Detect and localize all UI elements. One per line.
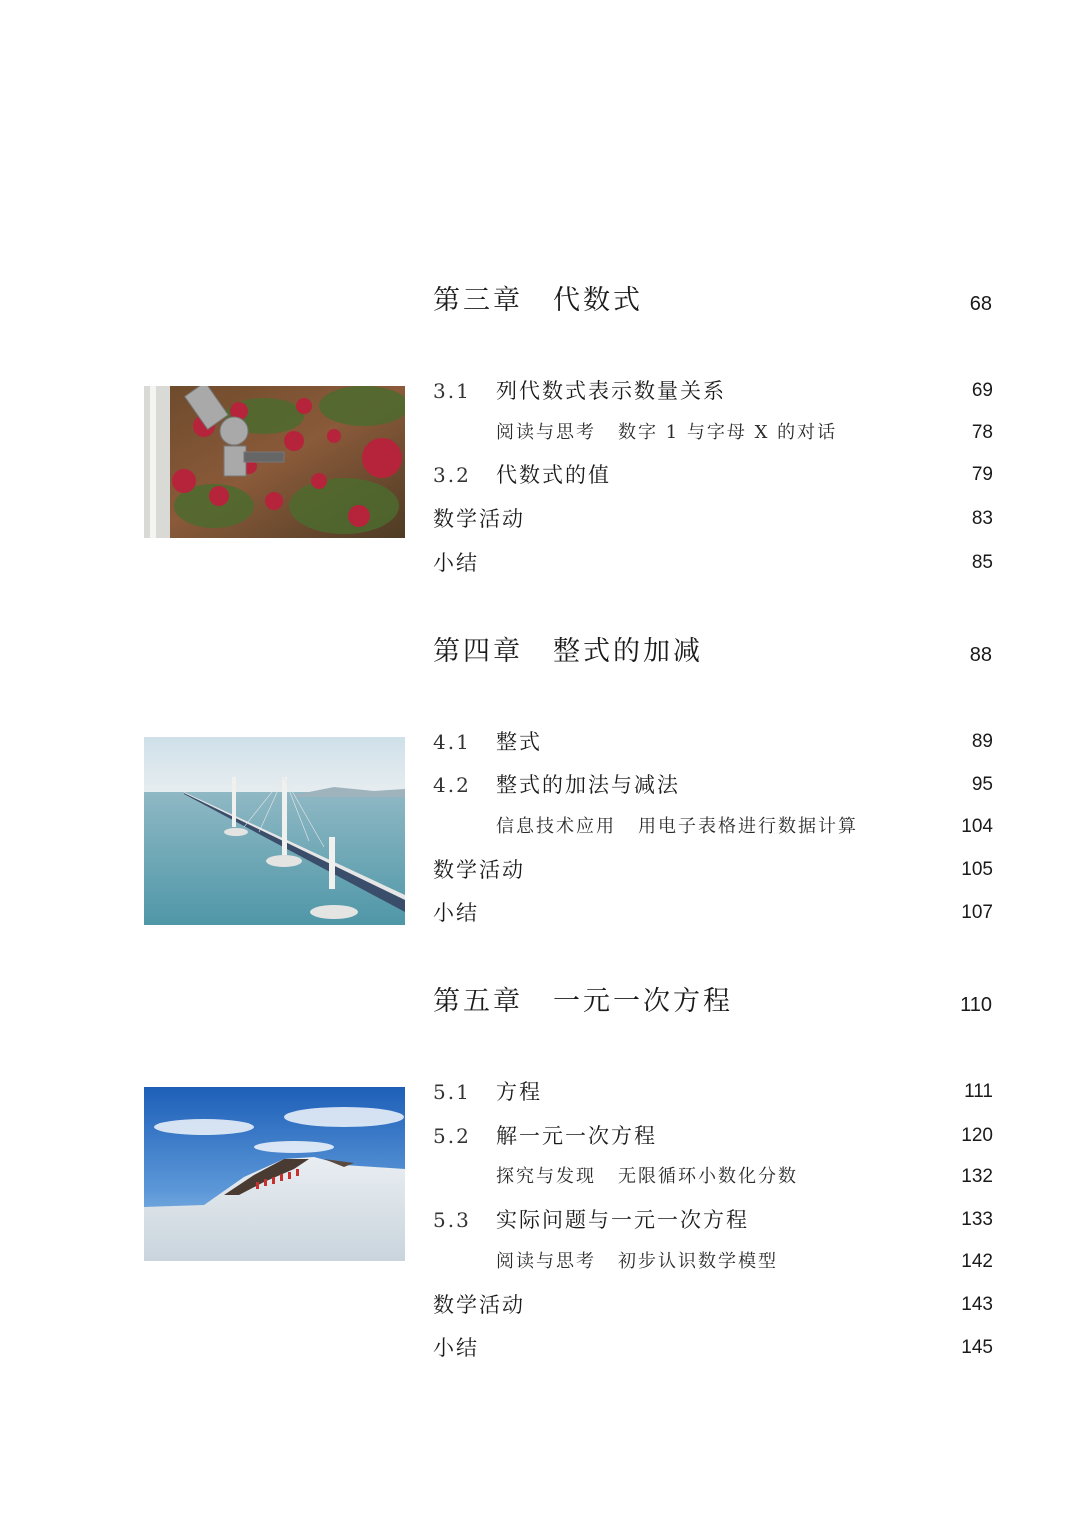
section-number: 4.2 [433,773,471,797]
section-title: 方程 [496,1080,542,1104]
toc-row[interactable] [433,727,993,757]
section-number: 4.1 [433,730,471,754]
toc-row[interactable] [433,770,993,800]
toc-row[interactable] [433,376,993,406]
page-number: 142 [961,1251,993,1272]
section-title: 解一元一次方程 [496,1124,657,1148]
chapter-name: 代数式 [553,285,643,316]
section-title: 列代数式表示数量关系 [496,379,726,403]
feature-label: 阅读与思考 [496,1251,596,1272]
page-number: 133 [961,1209,993,1230]
chapter-page-number: 110 [960,994,992,1016]
page-number: 79 [971,464,993,485]
section-title: 代数式的值 [496,463,611,487]
feature-title: 无限循环小数化分数 [618,1166,798,1187]
toc-row[interactable] [433,460,993,490]
chapter-5-photo [144,1087,405,1261]
section-title: 小结 [433,1336,479,1360]
chapter-name: 一元一次方程 [553,986,733,1017]
feature-title: 初步认识数学模型 [618,1251,778,1272]
page-number: 83 [971,508,993,529]
chapter-number: 第三章 [433,285,523,316]
chapter-3-photo [144,386,405,538]
toc-row[interactable] [433,548,993,578]
section-number: 3.1 [433,379,471,403]
chapter-page-number: 68 [969,293,992,315]
feature-label: 信息技术应用 [496,816,616,837]
page-number: 78 [971,422,993,443]
toc-row[interactable] [433,898,993,928]
toc-row-sub[interactable] [433,418,993,448]
section-number: 5.1 [433,1080,471,1104]
toc-row[interactable] [433,1205,993,1235]
section-title: 数学活动 [433,507,525,531]
feature-label: 阅读与思考 [496,422,596,443]
page-number: 69 [971,380,993,401]
chapter-number: 第五章 [433,986,523,1017]
section-title: 整式 [496,730,542,754]
section-title: 小结 [433,551,479,575]
toc-row[interactable] [433,855,993,885]
page-number: 95 [971,774,993,795]
section-number: 5.2 [433,1124,471,1148]
page-number: 120 [961,1125,993,1146]
page-number: 89 [971,731,993,752]
chapter-title[interactable] [433,985,733,1019]
feature-title: 用电子表格进行数据计算 [638,816,858,837]
page-number: 145 [961,1337,993,1358]
section-title: 实际问题与一元一次方程 [496,1208,749,1232]
page-number: 143 [961,1294,993,1315]
chapter-name: 整式的加减 [553,636,703,667]
chapter-4-photo [144,737,405,925]
page-number: 132 [961,1166,993,1187]
page-number: 111 [964,1081,993,1102]
toc-row[interactable] [433,1121,993,1151]
chapter-title[interactable] [433,284,643,318]
chapter-page-number: 88 [969,644,992,666]
chapter-title[interactable] [433,635,703,669]
feature-title: 数字 1 与字母 X 的对话 [618,422,838,443]
toc-row[interactable] [433,1333,993,1363]
section-number: 3.2 [433,463,471,487]
toc-row[interactable] [433,1077,993,1107]
section-title: 小结 [433,901,479,925]
feature-label: 探究与发现 [496,1166,596,1187]
section-number: 5.3 [433,1208,471,1232]
toc-row[interactable] [433,1290,993,1320]
page-number: 107 [961,902,993,923]
page-number: 104 [961,816,993,837]
toc-row[interactable] [433,504,993,534]
section-title: 整式的加法与减法 [496,773,680,797]
section-title: 数学活动 [433,858,525,882]
page-number: 105 [961,859,993,880]
page-number: 85 [971,552,993,573]
toc-row-sub[interactable] [433,1247,993,1277]
toc-row-sub[interactable] [433,812,993,842]
toc-row-sub[interactable] [433,1162,993,1192]
chapter-number: 第四章 [433,636,523,667]
section-title: 数学活动 [433,1293,525,1317]
